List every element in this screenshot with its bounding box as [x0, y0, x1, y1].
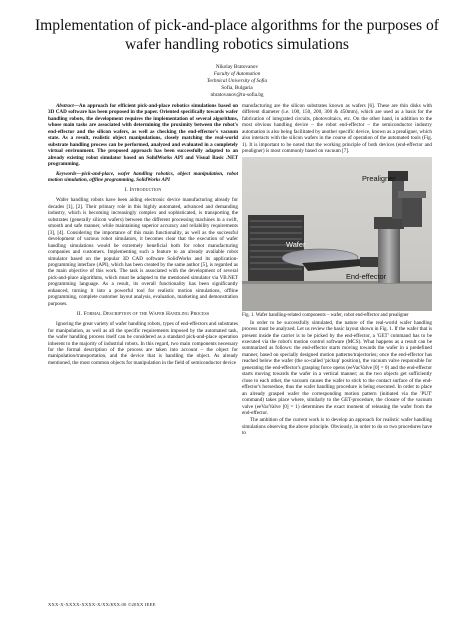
author-email: nbratovanov@tu-sofia.bg [210, 92, 264, 99]
right-paragraph-2: In order to be successfully simulated, the nature of the real-world wafer handling process must be analyzed. Let us review the basic layout shown in Fig. 1. If the wafer that is present inside the carrier is to be picked by the end-effector, a 'GET' command has to be executed via the robot's motion control software (MCS). What happens as a result can be summarized as follows: the end-effector starts moving towards the wafer in a predefined manner, based on specially designed motion patterns/trajectories; once the end-effector has reached below the wafer (the so-called 'pickup' position), the vacuum valve responsible for generating the end-effector's grasping force opens (eeVacValve [0] = 0) and the end-effector starts moving towards the wafer in a vertical manner; as the two objects get sufficiently close to each other, the vacuum causes the wafer to stick to the contact surface of the end-effector's horseshoe, thus the wafer handling procedure is being executed. In order to place an already grasped wafer the corresponding motion pattern (initiated via the 'PUT' command) takes place where, similarly to the GET-procedure, the closure of the vacuum valve (eeVacValve [0] = 1) determines the exact moment of releasing the wafer from the end-effector. [242, 319, 433, 416]
label-end-effector: End-effector [346, 271, 387, 281]
paper-title: Implementation of pick-and-place algorithms for the purposes of wafer handling robotics simulations [34, 17, 439, 53]
author-name: Nikolay Bratovanov [215, 64, 259, 70]
author-university: Technical University of Sofia [206, 78, 268, 85]
figure-1 [242, 157, 432, 311]
author-faculty: Faculty of Automation [213, 71, 261, 78]
right-paragraph-1: manufacturing are the silicon substrates known as wafers [6]. These are thin disks with different diameter (i.e. 100, 150, 200, 300 & 450mm), which are used as a basis for the fabrication of integrated circuits, photovoltaics, etc. On the other hand, in addition to the most obvious handling device – the robot end-effector – the semiconductor industry automation is also being facilitated by another specific device, known as a prealigner, which also interacts with the silicon wafers in the course of operation of the automated tools (Fig. 1). It is important to be noted that the working principle of both devices (end-effector and prealigner) is most commonly based on vacuum [7]. [242, 103, 432, 155]
label-wafer: Wafer [286, 239, 306, 249]
copyright-footer: XXX-X-XXXX-XXXX-X/XX/$XX.00 ©20XX IEEE [48, 602, 156, 607]
abstract [48, 103, 238, 168]
intro-paragraph: Wafer handling robots have been aiding electronic device manufacturing already for decades [1], [2]. Their primary role in this highly automated, advanced and demanding industry, which is becoming increasingly complex and sophisticated, is transporting the substrates (generally silicon wafers) between the different processing machines in a swift, smooth and safe manner, while maintaining superior accuracy and reliability requirements [3], [4]. Considering the importance of this main functionality, as well as the successful development of various robot simulators, it becomes clear that the execution of wafer handling simulations would be extremely beneficial both for robot manufacturing companies and customers. Implementing such a feature to an already available robot simulator based on the popular 3D CAD software SolidWorks and its application-programming interface (API), which has been created by the same author [5], is regarded as the main objective of this work. The task is associated with the development of several pick-and-place algorithms, which must be adapted to the mentioned simulator via VB.NET programming language. As a result, its overall functionality has been significantly enhanced, turning it into a powerful tool for realistic motion simulations, offline programming, complete customer layout analysis, evaluation, marketing and demonstration purposes. [48, 197, 238, 307]
keywords-text: —pick-and-place, wafer handling robotics, object manipulation, robot motion simulation, offline programming, SolidWorks API [48, 170, 238, 183]
figure-1-illustration [242, 157, 432, 311]
right-column [242, 103, 432, 438]
figure-1-caption: Fig. 1. Wafer handling-related components – wafer, robot end-effector and prealigner [242, 312, 409, 318]
right-paragraph-3: The ambition of the current work is to develop an approach for realistic wafer handling simulations observing the above principle. Obviously, in order to do so two procedures have to [242, 417, 432, 437]
section-heading-introduction: I. Introduction [124, 187, 162, 194]
keywords [48, 171, 238, 184]
author-city: Sofia, Bulgaria [221, 85, 253, 92]
author-block [140, 64, 334, 99]
left-column [48, 103, 238, 367]
section-heading-formal-description: II. Formal Description of the Wafer Handling Process [76, 311, 210, 318]
abstract-lead: Abstract [56, 103, 74, 109]
formal-paragraph: Ignoring the great variety of wafer handling robots, types of end-effectors and substrates for manipulation, as well as all the specific requirements imposed by the automated task, the wafer handling process itself can be considered as a standard pick-and-place operation inherent to the majority of industrial robots. In this regard, two main components necessary for the formal description of the process are taken into account – the object for manipulation/transportation, and the device that is handling the object. As already mentioned, the most common objects for manipulation in the field of semiconductor device [48, 321, 238, 366]
label-prealigner: Prealigner [362, 173, 396, 183]
abstract-text: —An approach for efficient pick-and-place robotics simulations based on 3D CAD software has been proposed in the paper. Oriented specifically towards wafer handling robots, the development requires the implementation of several algorithms, whose main tasks are associated with determining the proximity between the robot's end-effector and the silicon wafers, as well as checking the end-effector's vacuum state. As a result, realistic object manipulations, closely matching the real-world substrate handling process can be performed, analyzed and evaluated in a completely virtual environment. The proposed approach has been successfully adapted to an already existing robot simulator based on SolidWorks API and Visual Basic .NET programming. [48, 103, 238, 168]
prealigner-shape [398, 191, 426, 227]
keywords-lead: Keywords [56, 170, 77, 177]
